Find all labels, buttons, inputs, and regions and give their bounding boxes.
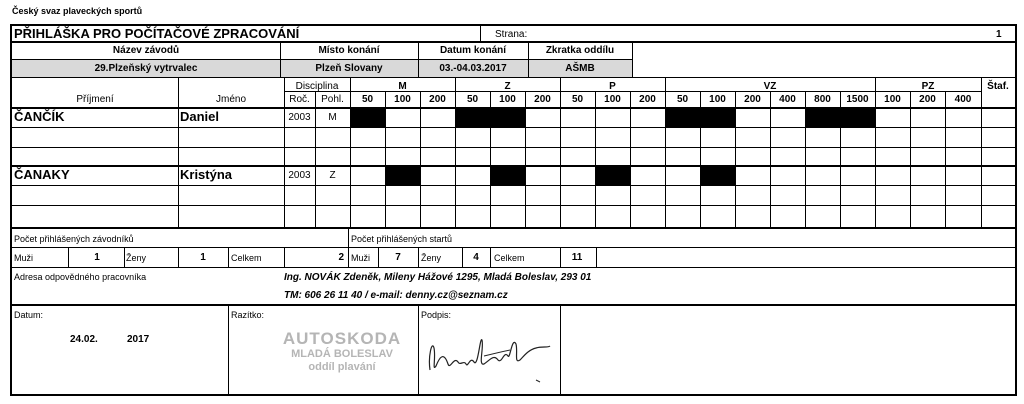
st-men-label: Muži <box>351 253 371 263</box>
col-line <box>315 91 316 227</box>
dist-label-z-100: 100 <box>499 94 516 105</box>
entry-cell-filled <box>386 166 420 185</box>
st-total-label: Celkem <box>494 253 525 263</box>
entry-cell-filled <box>491 166 525 185</box>
row-line <box>10 185 1017 186</box>
st-women-value: 4 <box>473 252 479 263</box>
swimmer-2-year: 2003 <box>288 170 311 181</box>
st-men-value: 7 <box>395 252 401 263</box>
dist-label-p-50: 50 <box>571 94 584 105</box>
dist-line <box>770 91 771 227</box>
group-line <box>350 77 351 227</box>
entry-cell-filled <box>806 108 840 127</box>
col-name: Jméno <box>215 94 246 105</box>
date-day: 24.02. <box>70 334 98 345</box>
event-place-label: Místo konání <box>318 45 380 56</box>
dist-label-p-200: 200 <box>639 94 656 105</box>
reg-women-label: Ženy <box>126 253 147 263</box>
entry-cell-filled <box>351 108 385 127</box>
strana-label: Strana: <box>495 29 528 40</box>
entry-cell-filled <box>456 108 490 127</box>
col-line <box>178 77 179 227</box>
group-line <box>455 77 456 227</box>
dist-label-vz-1500: 1500 <box>846 94 869 105</box>
dist-line <box>910 91 911 227</box>
col-staf: Štaf. <box>987 81 1009 92</box>
group-label-vz: VZ <box>763 81 777 92</box>
event-name-value: 29.Plzeňský vytrvalec <box>94 63 198 74</box>
dist-label-pz-100: 100 <box>884 94 901 105</box>
event-name-label: Název závodů <box>112 45 180 56</box>
dist-label-vz-100: 100 <box>709 94 726 105</box>
dist-label-vz-800: 800 <box>814 94 831 105</box>
date-year: 2017 <box>127 334 150 345</box>
event-date-label: Datum konání <box>439 45 507 56</box>
contact-label: Adresa odpovědného pracovníka <box>14 272 147 282</box>
club-value: AŠMB <box>565 63 595 74</box>
group-line <box>560 77 561 227</box>
group-line <box>665 77 666 227</box>
row-line <box>10 147 1017 148</box>
header-line <box>284 91 981 92</box>
group-label-pz: PZ <box>921 81 935 92</box>
dist-line <box>525 91 526 227</box>
col-line <box>981 77 982 227</box>
swimmer-1-name: Daniel <box>180 109 220 124</box>
dist-line <box>945 91 946 227</box>
stamp-label: Razítko: <box>231 310 265 320</box>
dist-label-vz-50: 50 <box>676 94 689 105</box>
dist-label-pz-400: 400 <box>954 94 972 105</box>
reg-men-value: 1 <box>94 252 100 263</box>
dist-label-m-50: 50 <box>361 94 374 105</box>
reg-total-value: 2 <box>338 252 344 263</box>
starts-label: Počet přihlášených startů <box>351 234 453 244</box>
col-year: Roč. <box>289 94 310 105</box>
event-place-value: Plzeň Slovany <box>315 63 383 74</box>
st-total-value: 11 <box>571 252 583 263</box>
entry-cell-filled <box>841 108 875 127</box>
stamp-line2: MLADÁ BOLESLAV <box>291 348 393 360</box>
entry-cell-filled <box>701 166 735 185</box>
entry-cell-filled <box>666 108 700 127</box>
dist-label-vz-400: 400 <box>779 94 796 105</box>
entry-cell-filled <box>491 108 525 127</box>
col-line <box>284 77 285 227</box>
dist-label-m-200: 200 <box>429 94 446 105</box>
contact-line1: Ing. NOVÁK Zdeněk, Mileny Hážové 1295, Mladá Boleslav, 293 01 <box>284 272 592 283</box>
swimmer-2-name: Kristýna <box>180 167 233 182</box>
club-stamp <box>276 330 408 382</box>
reg-total-label: Celkem <box>231 253 262 263</box>
st-women-label: Ženy <box>421 253 442 263</box>
dist-label-p-100: 100 <box>604 94 621 105</box>
swimmer-1-year: 2003 <box>288 112 311 123</box>
dist-line <box>595 91 596 227</box>
swimmer-1-sex: M <box>328 112 337 123</box>
stamp-line3: oddíl plavání <box>308 361 376 373</box>
swimmer-2-sex: Z <box>329 170 336 181</box>
group-label-z: Z <box>504 81 511 92</box>
group-line <box>875 77 876 227</box>
strana-value: 1 <box>996 29 1002 40</box>
dist-label-vz-200: 200 <box>744 94 761 105</box>
event-date-value: 03.-04.03.2017 <box>439 63 507 74</box>
dist-line <box>385 91 386 227</box>
stamp-line1: AUTOSKODA <box>282 329 402 348</box>
org-name: Český svaz plaveckých sportů <box>12 6 143 16</box>
date-label: Datum: <box>14 310 44 320</box>
col-sex: Pohl. <box>321 94 344 105</box>
reg-women-value: 1 <box>200 252 206 263</box>
dist-line <box>630 91 631 227</box>
reg-men-label: Muži <box>14 253 34 263</box>
row-line <box>10 127 1017 128</box>
col-disciplina: Disciplina <box>295 81 339 92</box>
col-surname: Příjmení <box>76 94 114 105</box>
dist-label-pz-200: 200 <box>919 94 936 105</box>
club-label: Zkratka oddílu <box>545 45 615 56</box>
signature-label: Podpis: <box>421 310 452 320</box>
entry-cell-filled <box>701 108 735 127</box>
registered-label: Počet přihlášených závodníků <box>14 234 134 244</box>
dist-label-z-50: 50 <box>466 94 479 105</box>
group-label-p: P <box>609 81 616 92</box>
dist-line <box>420 91 421 227</box>
form-title: PŘIHLÁŠKA PRO POČÍTAČOVÉ ZPRACOVÁNÍ <box>14 26 300 41</box>
group-label-m: M <box>398 81 407 92</box>
contact-line2: TM: 606 26 11 40 / e-mail: denny.cz@seznam.cz <box>284 290 508 301</box>
entry-cell-filled <box>596 166 630 185</box>
dist-label-m-100: 100 <box>394 94 411 105</box>
signature <box>424 326 554 390</box>
swimmer-1-surname: ČANČÍK <box>14 109 65 124</box>
row-line <box>10 205 1017 206</box>
swimmer-2-surname: ČANAKY <box>14 167 70 182</box>
dist-label-z-200: 200 <box>534 94 551 105</box>
dist-line <box>735 91 736 227</box>
